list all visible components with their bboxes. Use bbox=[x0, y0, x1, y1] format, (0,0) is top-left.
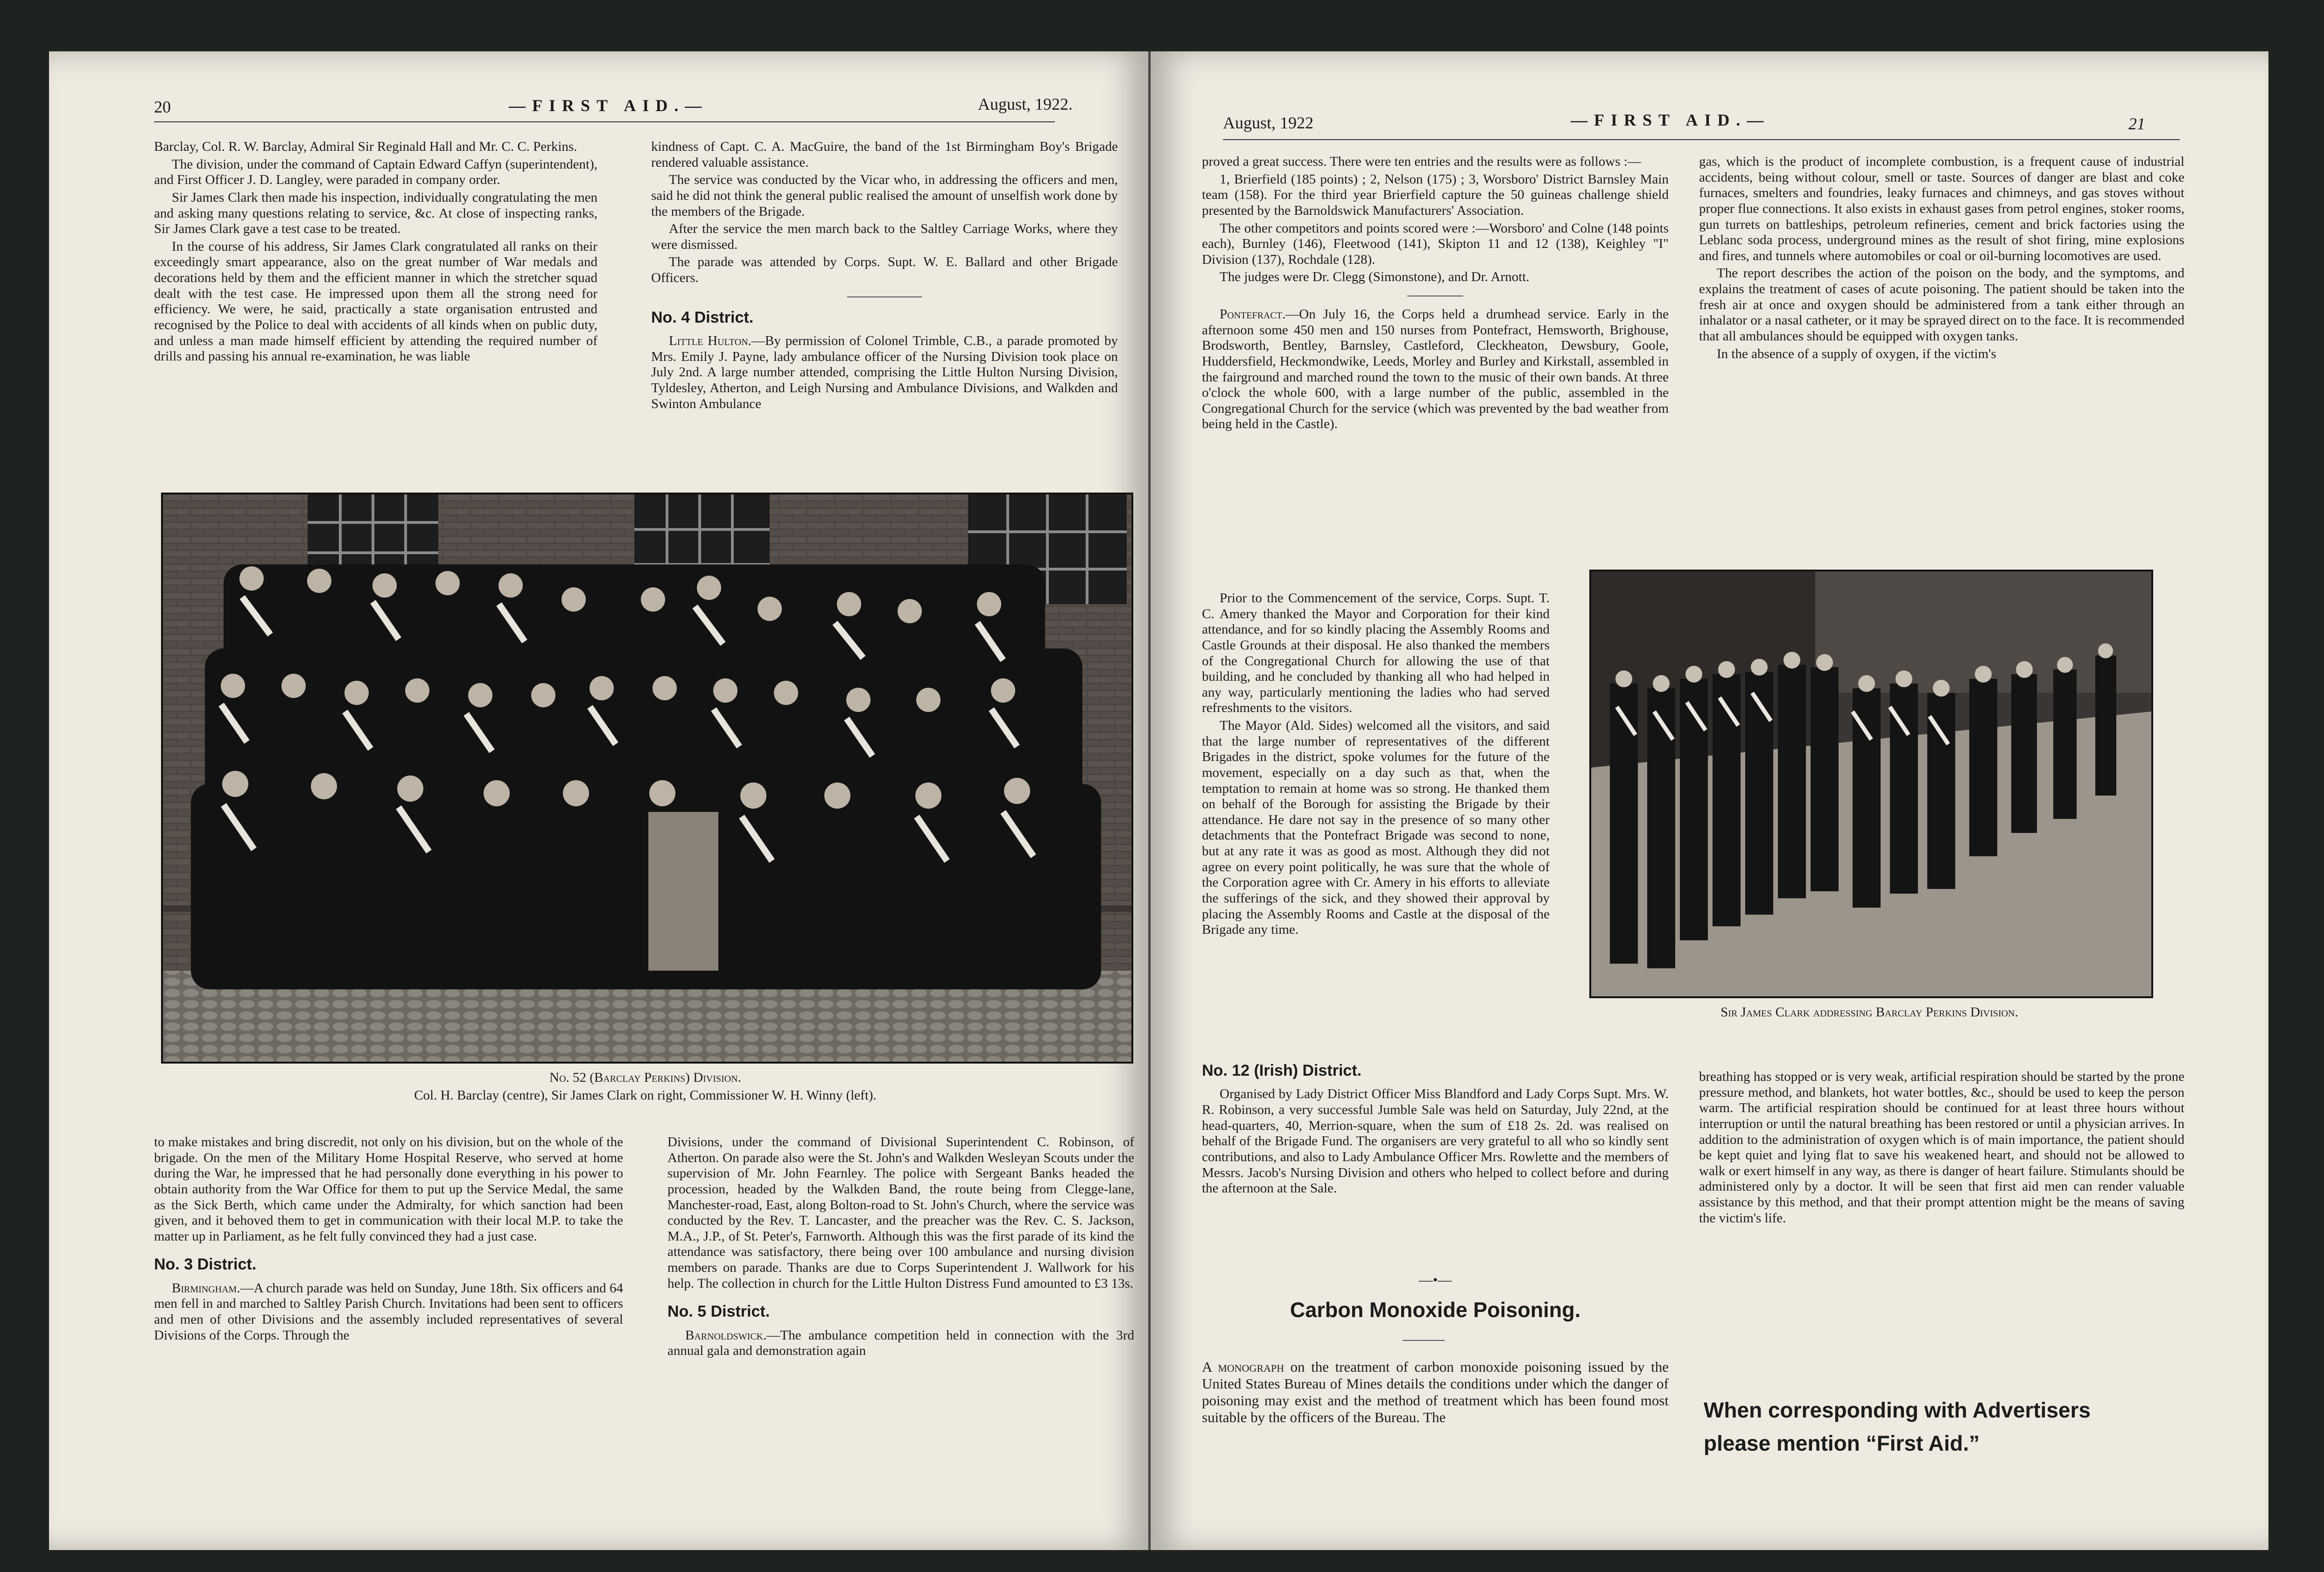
paragraph: Barnoldswick.—The ambulance competition held in connection with the 3rd annual gala and demonstration again bbox=[667, 1327, 1134, 1359]
group-photograph bbox=[161, 493, 1133, 1064]
header-rule bbox=[154, 121, 1055, 122]
paragraph: The Mayor (Ald. Sides) welcomed all the visitors, and said that the large number of representatives of the different Brigades in the district, spoke volumes for the future of the movement, especially on a day such as that, when the temptation to remain at home was so strong. He thanked them on behalf of the Borough for assisting the Brigade by their attendance. He dare not say in the presence of so many other detachments that the Pontefract Brigade was second to none, but at any rate it was as good as most. Although they did not agree on every point politically, he was sure that the whole of the Corporation agree with Cr. Amery in his efforts to alleviate the sufferings of the sick, and they showed their approval by placing the Assembly Rooms and Castle at the disposal of the Brigade any time. bbox=[1202, 718, 1550, 938]
paragraph: The service was conducted by the Vicar who, in addressing the officers and men, said he did not think the general public realised the amount of unselfish work done by the members of the Brigade. bbox=[651, 172, 1118, 219]
section-heading: No. 3 District. bbox=[154, 1255, 257, 1274]
parade-photograph bbox=[1589, 570, 2153, 998]
paragraph: A monograph on the treatment of carbon monoxide poisoning issued by the United States Bureau of Mines details the conditions under which the danger of poisoning may exist and the method of treatment which has been found most suitable by the officers of the Bureau. The bbox=[1202, 1359, 1669, 1425]
advertiser-notice bbox=[1704, 1394, 2194, 1460]
section-heading: No. 4 District. bbox=[651, 308, 754, 326]
carbon-monoxide-intro bbox=[1202, 1359, 1669, 1428]
paragraph: The other competitors and points scored were :—Worsboro' and Colne (148 points each), Burnley (146), Fleetwood (141), Skipton 11 and 12 (138), Keighley "I" Division (137), Rochdale (128). bbox=[1202, 220, 1669, 267]
paragraph: proved a great success. There were ten entries and the results were as follows :— bbox=[1202, 154, 1641, 169]
left-column-bottom bbox=[154, 1135, 623, 1345]
paragraph: Pontefract.—On July 16, the Corps held a drumhead service. Early in the afternoon some 450 men and 150 nurses from Pontefract, Hemsworth, Brighouse, Brodsworth, Bentley, Barnsley, Castleford, Cleckheaton, Dewsbury, Goole, Huddersfield, Heckmondwike, Leeds, Morley and Burley and Kirkstall, assembled in the fairground and marched round the town to the music of their own bands. At three o'clock the whole 600, with a large number of the public, assembled in the Congregational Church for the service (which was prevented by the bad weather from being held in the Castle). bbox=[1202, 307, 1669, 432]
paragraph: Sir James Clark then made his inspection, individually congratulating the men and asking many questions relating to service, &c. At close of inspecting ranks, Sir James Clark gave a test case to be treated. bbox=[154, 190, 597, 237]
paragraph: gas, which is the product of incomplete combustion, is a frequent cause of industrial accidents, being without colour, smell or taste. Sources of danger are blast and coke furnaces, smelters and foundries, leaky furnaces and chimneys, and gas stoves without proper flue connections. It also exists in exhaust gases from petrol engines, stoker rooms, gun turrets on battleships, petroleum refineries, cement and brick factories using the Leblanc soda process, underground mines as the result of shot firing, mine explosions and fires, and tunnels where automobiles or coal or oil-burning locomotives are used. bbox=[1699, 154, 2184, 263]
left-page bbox=[49, 51, 1148, 1550]
paragraph: Organised by Lady District Officer Miss Blandford and Lady Corps Supt. Mrs. W. R. Robinson, a very successful Jumble Sale was held on Saturday, July 22nd, at the head-quarters, 40, Merrion-square, when the sum of £18 2s. 2d. was realised on behalf of the Brigade Fund. The organisers are very grateful to all who so kindly sent contributions, and also to Lady Ambulance Officer Mrs. Rowlette and the members of Messrs. Jacob's Nursing Division and others who helped to collect before and during the afternoon at the Sale. bbox=[1202, 1086, 1669, 1196]
issue-date: August, 1922 bbox=[1223, 113, 1314, 132]
paragraph: The parade was attended by Corps. Supt. W. E. Ballard and other Brigade Officers. bbox=[651, 254, 1118, 285]
article-title: Carbon Monoxide Poisoning. bbox=[1290, 1298, 1581, 1322]
paragraph: The judges were Dr. Clegg (Simonstone), and Dr. Arnott. bbox=[1220, 269, 1530, 285]
parade-photo-image bbox=[1591, 571, 2151, 996]
photo-caption bbox=[161, 1069, 1130, 1104]
caption-title: No. 52 (Barclay Perkins) Division. bbox=[549, 1070, 741, 1085]
right-column-top bbox=[651, 139, 1118, 414]
paragraph: kindness of Capt. C. A. MacGuire, the band of the 1st Birmingham Boy's Brigade rendered valuable assistance. bbox=[651, 139, 1118, 170]
paragraph: breathing has stopped or is very weak, artificial respiration should be started by the prone pressure method, and blankets, hot water bottles, &c., should be used to keep the person warm. The artificial respiration should be continued for at least three hours without interruption or until the natural breathing has been restored or until a physician arrives. In addition to the administration of oxygen which is of main importance, the patient should be kept quiet and lying flat to save his weakened heart, and should not be allowed to walk or exert himself in any way, as there is danger of heart failure. Stimulants should be administered only by a doctor. It will be seen that first aid men can render valuable assistance by this method, and that their prompt attention might be the means of saving the victim's life. bbox=[1699, 1069, 2184, 1226]
pontefract-narrow-column bbox=[1202, 591, 1550, 940]
paragraph: Birmingham.—A church parade was held on Sunday, June 18th. Six officers and 64 men fell in and marched to Saltley Parish Church. Invitations had been sent to officers and men of other Divisions and the assembly included representatives of several Divisions of the Corps. Through the bbox=[154, 1280, 623, 1343]
paragraph: In the course of his address, Sir James Clark congratulated all ranks on their exceedingly smart appearance, also on the great number of War medals and decorations held by them and the efficient manner in which the stretcher squad dealt with the test case. He impressed upon them all the strong need for efficiency. We were, he said, practically a state organisation entrusted and recognised by the Police to deal with accidents of all kinds when on public duty, and unless a man made himself efficient by attending the required number of drills and passing his annual re-examination, he was liable bbox=[154, 239, 597, 364]
advert-line: please mention “First Aid.” bbox=[1704, 1431, 1980, 1456]
header-rule bbox=[1223, 139, 2180, 140]
right-column-top bbox=[1699, 154, 2184, 364]
masthead: —FIRST AID.— bbox=[509, 96, 709, 115]
page-number: 20 bbox=[154, 98, 171, 116]
paragraph: Little Hulton.—By permission of Colonel Trimble, C.B., a parade promoted by Mrs. Emily J. Payne, lady ambulance officer of the Nursing Division took place on July 2nd. A large number attended, comprising the Little Hulton Nursing Division, Tyldesley, Atherton, and Leigh Nursing and Ambulance Divisions, and Walkden and Swinton Ambulance bbox=[651, 333, 1118, 411]
paragraph: The report describes the action of the poison on the body, and the symptoms, and explains the treatment of cases of acute poisoning. The patient should be taken into the fresh air at once and oxygen should be administered from a tank either through an inhalator or a nasal catheter, or it may be sprayed direct on to the face. It is recommended that all ambulances should be equipped with oxygen tanks. bbox=[1699, 266, 2184, 344]
right-page bbox=[1151, 51, 2268, 1550]
paragraph: 1, Brierfield (185 points) ; 2, Nelson (175) ; 3, Worsboro' District Barnsley Main team (158). For the third year Brierfield capture the 50 guineas challenge shield presented by the Barnoldswick Manufacturers' Association. bbox=[1202, 171, 1669, 218]
section-divider bbox=[847, 296, 922, 297]
paragraph: After the service the men march back to the Saltley Carriage Works, where they were dismissed. bbox=[651, 221, 1118, 252]
paragraph: Barclay, Col. R. W. Barclay, Admiral Sir Reginald Hall and Mr. C. C. Perkins. bbox=[154, 139, 577, 154]
group-photo-image bbox=[163, 494, 1131, 1062]
paragraph: to make mistakes and bring discredit, not only on his division, but on the whole of the brigade. On the men of the Military Home Hospital Reserve, who served at home during the War, he impressed that he had personally done everything in his power to obtain authority from the War Office for them to put up the Service Medal, the same as the Sick Berth, which came under the Admiralty, for which sanction had been given, and it behoved them to get in communication with their local M.P. to take the matter up in Parliament, as he felt fully convinced they had a just case. bbox=[154, 1135, 623, 1244]
paragraph: Divisions, under the command of Divisional Superintendent C. Robinson, of Atherton. On parade also were the St. John's and Walkden Wesleyan Scouts under the supervision of Mr. John Fearnley. The police with Sergeant Banks headed the procession, headed by the Walkden Band, the route being from Clegge-lane, Manchester-road, East, along Bolton-road to St. John's Church, where the service was conducted by the Rev. T. Lancaster, and the preacher was the Rev. C. S. Jackson, M.A., J.P., of St. Peter's, Farnworth. Although this was the first parade of its kind the attendance was satisfactory, there being over 100 ambulance and nursing division members on parade. Thanks are due to Corps Superintendent J. Wallwork for his help. The collection in church for the Little Hulton Distress Fund amounted to £3 13s. bbox=[667, 1135, 1134, 1291]
left-column-bottom bbox=[1202, 1050, 1669, 1198]
section-heading: No. 5 District. bbox=[667, 1303, 770, 1321]
issue-date: August, 1922. bbox=[978, 95, 1073, 113]
paragraph: The division, under the command of Captain Edward Caffyn (superintendent), and First Officer J. D. Langley, were paraded in company order. bbox=[154, 156, 597, 188]
section-heading: No. 12 (Irish) District. bbox=[1202, 1062, 1362, 1079]
paragraph: Prior to the Commencement of the service, Corps. Supt. T. C. Amery thanked the Mayor and Corporation for their kind attendance, and for so kindly placing the Assembly Rooms and Castle Grounds at their disposal. He also thanked the members of the Congregational Church for allowing the use of that building, and he concluded by thanking all who had helped in any way, particularly mentioning the ladies who had served refreshments to the visitors. bbox=[1202, 591, 1550, 716]
page-number: 21 bbox=[2128, 114, 2145, 133]
paragraph: In the absence of a supply of oxygen, if the victim's bbox=[1717, 346, 1996, 361]
left-column-top bbox=[154, 139, 597, 367]
left-column-top bbox=[1202, 154, 1669, 434]
caption-credits: Col. H. Barclay (centre), Sir James Clark on right, Commissioner W. H. Winny (left). bbox=[414, 1087, 877, 1103]
masthead: —FIRST AID.— bbox=[1571, 111, 1770, 129]
right-column-bottom bbox=[667, 1135, 1134, 1361]
title-rule bbox=[1403, 1340, 1445, 1341]
advert-line: When corresponding with Advertisers bbox=[1704, 1398, 2091, 1422]
ornament-divider: —•— bbox=[1418, 1272, 1452, 1288]
photo-caption: Sir James Clark addressing Barclay Perkins Division. bbox=[1720, 1005, 2018, 1020]
right-column-bottom bbox=[1699, 1069, 2184, 1228]
